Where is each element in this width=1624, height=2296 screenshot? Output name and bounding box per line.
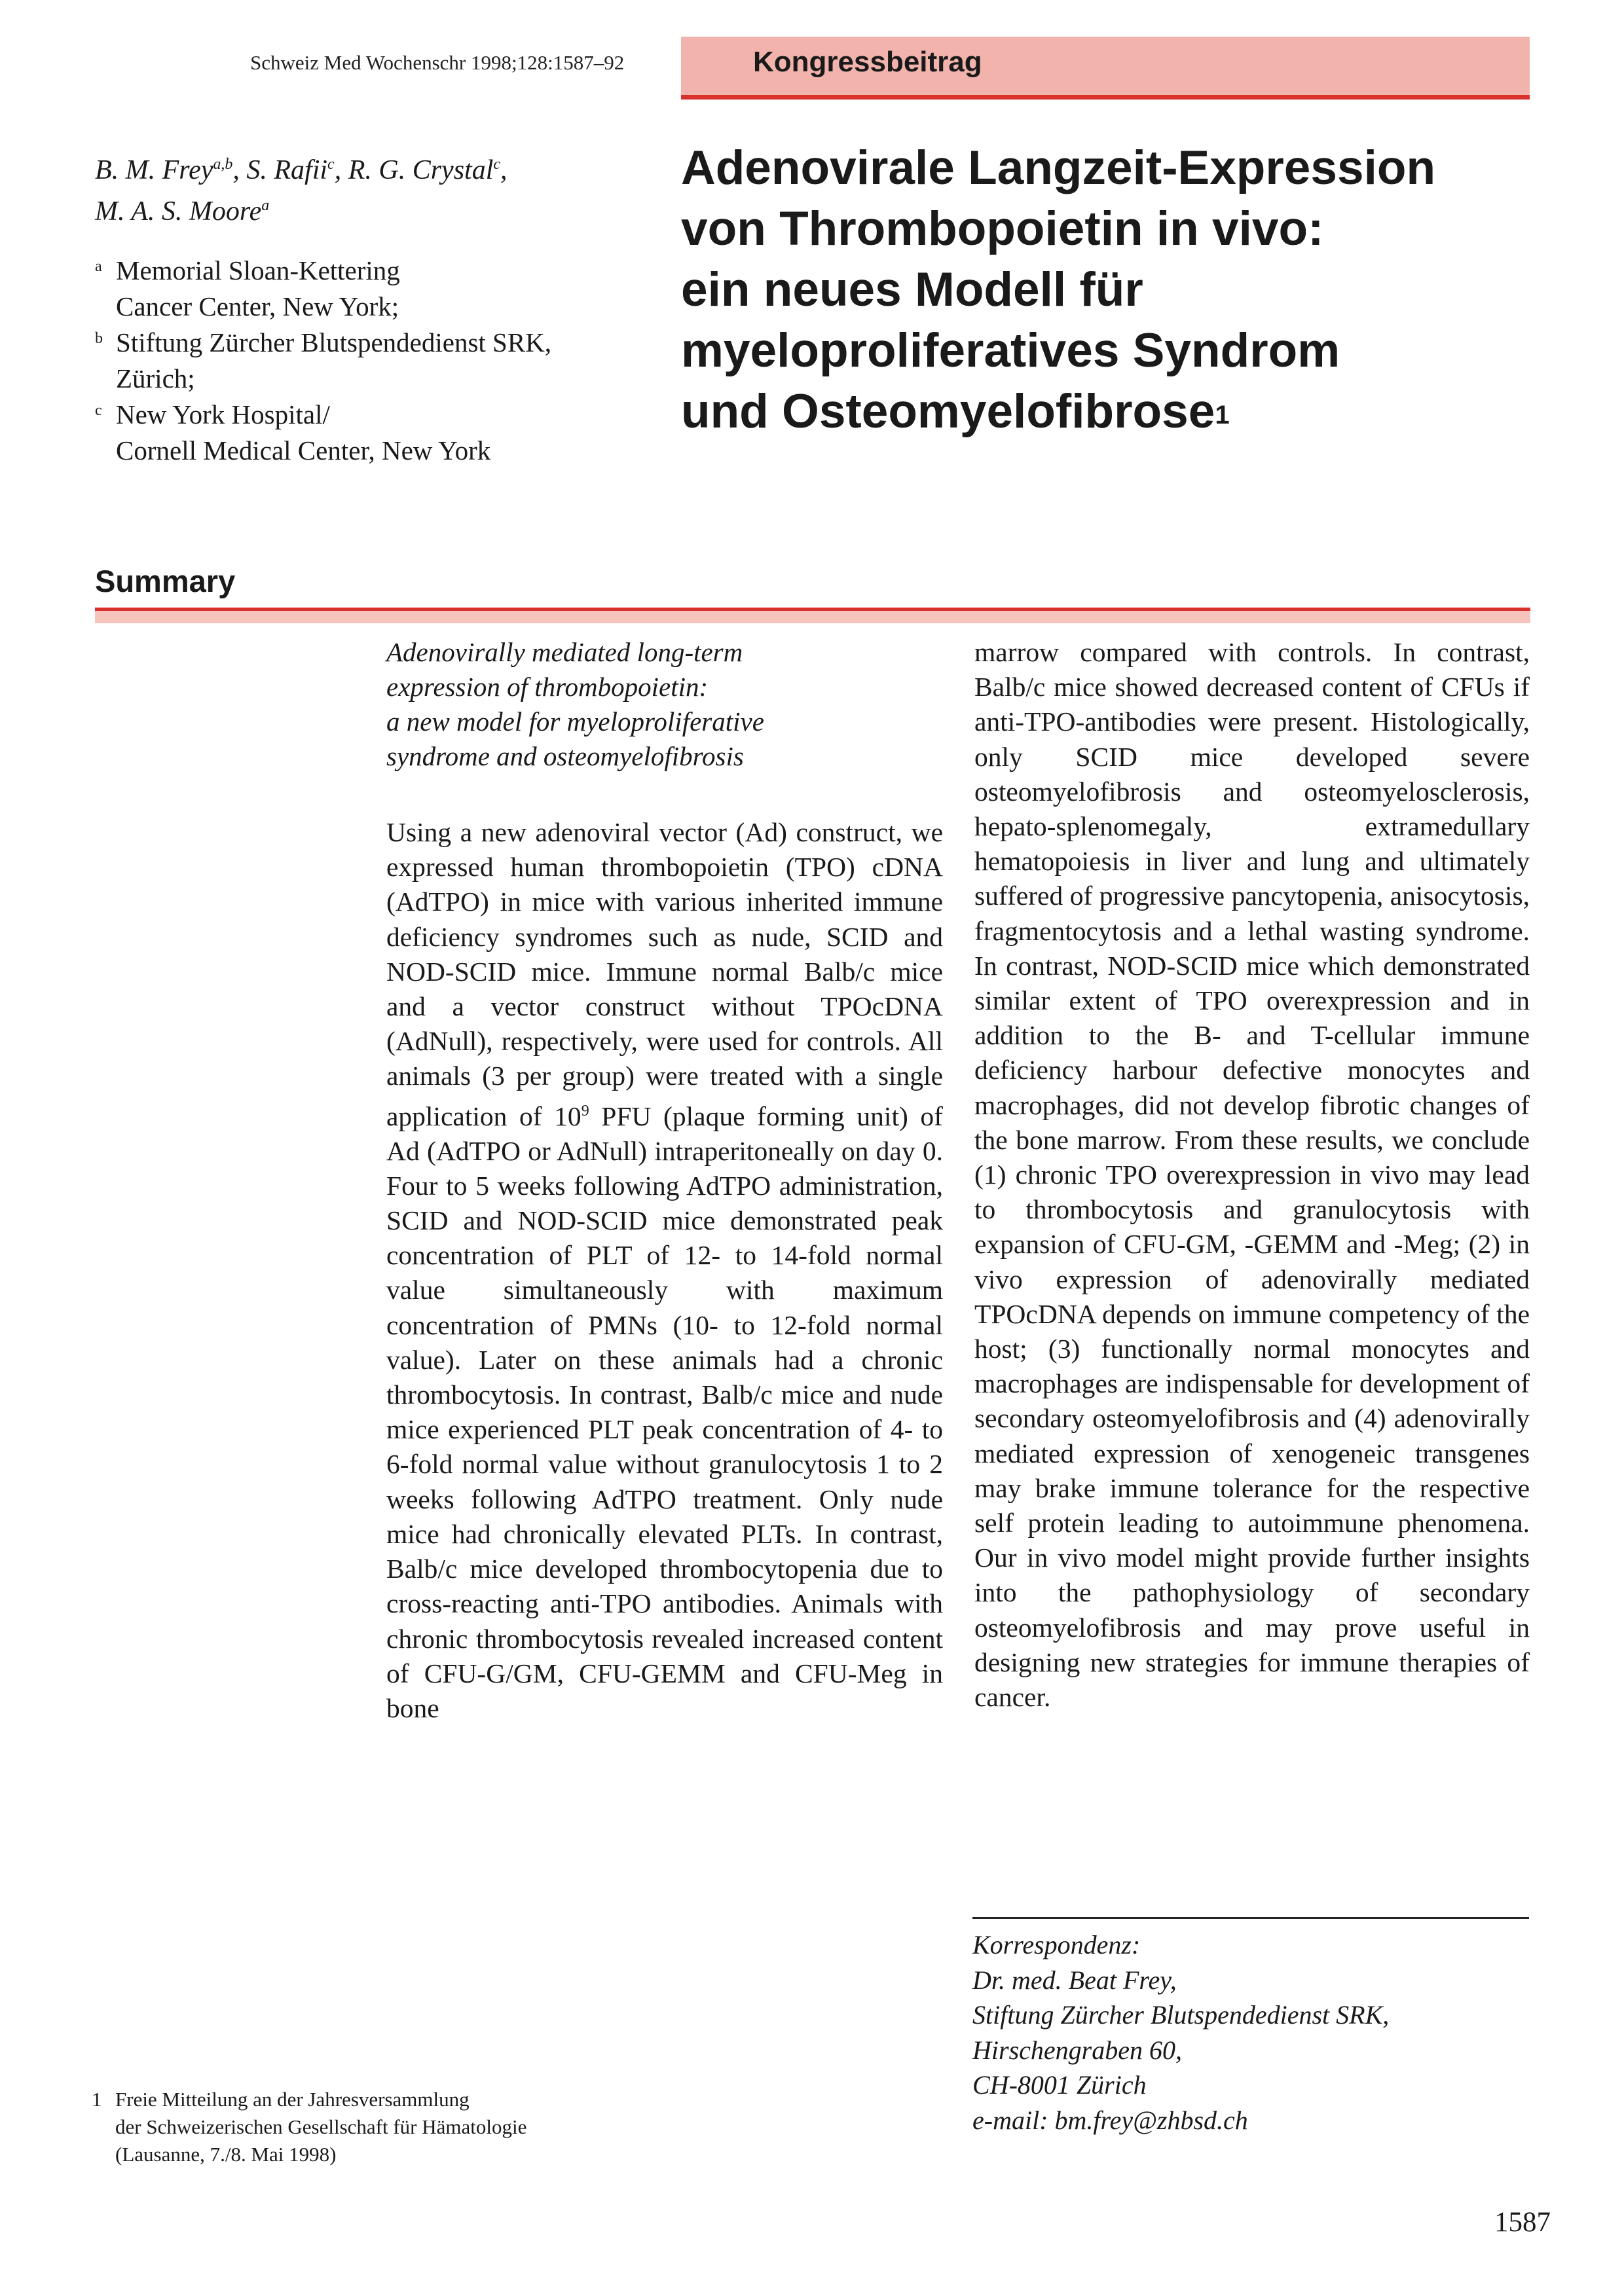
- exponent: 9: [581, 1102, 589, 1120]
- affiliation-list: [95, 253, 551, 469]
- author-affiliation-mark: c: [327, 156, 335, 173]
- correspondence-street: Hirschengraben 60,: [972, 2035, 1182, 2065]
- page-number: 1587: [1494, 2207, 1551, 2238]
- correspondence-email: e-mail: bm.frey@zhbsd.ch: [972, 2105, 1248, 2135]
- affiliation-mark: a: [95, 258, 102, 275]
- title-footnote: [92, 2086, 526, 2168]
- author-separator: ,: [334, 155, 348, 185]
- affiliation-item-continued: [95, 361, 551, 397]
- footnote-mark: 1: [92, 2088, 102, 2111]
- english-title-line: Adenovirally mediated long-term: [386, 637, 743, 667]
- correspondence-institution: Stiftung Zürcher Blutspendedienst SRK,: [972, 2000, 1390, 2030]
- rubric-label: Kongressbeitrag: [753, 46, 982, 78]
- english-title-line: syndrome and osteomyelofibrosis: [386, 741, 744, 771]
- article-title: [681, 137, 1532, 442]
- footnote-text: Freie Mitteilung an der Jahresversammlung: [115, 2088, 470, 2111]
- footnote-line: [92, 2141, 526, 2168]
- journal-citation: Schweiz Med Wochenschr 1998;128:1587–92: [250, 51, 625, 74]
- affiliation-text: New York Hospital/: [116, 399, 330, 429]
- title-footnote-mark: 1: [1215, 401, 1230, 429]
- affiliation-item: [95, 397, 551, 433]
- affiliation-item-continued: [95, 289, 551, 325]
- summary-divider: [95, 608, 1530, 623]
- author-line-1: [95, 147, 507, 188]
- summary-column-1: [386, 815, 943, 1726]
- summary-text: PFU (plaque forming unit) of Ad (AdTPO or AdNull) intraperitoneally on day 0. Four to 5 weeks following AdTPO administration, SCID and NOD-SCID mice demonstrated peak concentration of PLT of 12- to 14-fold normal value simultaneously with maximum concentration of PMNs (10- to 12-fold normal value). Later on these animals had a chronic thrombocytosis. In contrast, Balb/c mice and nude mice experienced PLT peak concentration of 4- to 6-fold normal value without granulocytosis 1 to 2 weeks following AdTPO treatment. Only nude mice had chronically elevated PLTs. In contrast, Balb/c mice developed thrombocytopenia due to cross-reacting anti-TPO antibodies. Animals with chronic thrombocytosis revealed increased content of CFU-G/GM, CFU-GEMM and CFU-Meg in bone: [386, 1101, 943, 1723]
- author-affiliation-mark: a,b: [213, 156, 233, 173]
- title-line: und Osteomyelofibrose: [681, 385, 1215, 438]
- title-line: myeloproliferatives Syndrom: [681, 324, 1340, 377]
- affiliation-text: Memorial Sloan-Kettering: [116, 255, 400, 285]
- correspondence-block: [972, 1927, 1389, 2138]
- author: R. G. Crystal: [348, 155, 494, 185]
- author-affiliation-mark: c: [493, 156, 501, 173]
- footnote-text: der Schweizerischen Gesellschaft für Hämatologie: [115, 2115, 527, 2138]
- affiliation-mark: b: [95, 330, 103, 347]
- footnote-text: (Lausanne, 7./8. Mai 1998): [115, 2143, 337, 2166]
- english-title-line: expression of thrombopoietin:: [386, 672, 709, 702]
- author: B. M. Frey: [95, 155, 213, 185]
- affiliation-text: Zürich;: [116, 363, 195, 393]
- title-line: ein neues Modell für: [681, 263, 1143, 316]
- affiliation-text: Stiftung Zürcher Blutspendedienst SRK,: [116, 327, 552, 357]
- summary-heading: Summary: [95, 564, 236, 598]
- affiliation-item: [95, 253, 551, 289]
- title-line: von Thrombopoietin in vivo:: [681, 202, 1324, 255]
- author: M. A. S. Moore: [95, 196, 262, 227]
- correspondence-label: Korrespondenz:: [972, 1930, 1141, 1959]
- author-line-2: [95, 188, 507, 229]
- author: S. Rafii: [246, 155, 328, 185]
- author-separator: ,: [500, 155, 507, 185]
- correspondence-name: Dr. med. Beat Frey,: [972, 1965, 1177, 1995]
- section-rubric-banner: [681, 37, 1530, 100]
- affiliation-text: Cancer Center, New York;: [116, 291, 399, 321]
- summary-text: Using a new adenoviral vector (Ad) construct, we expressed human thrombopoietin (TPO) cDNA (AdTPO) in mice with various inherited immune deficiency syndromes such as nude, SCID and NOD-SCID mice. Immune normal Balb/c mice and a vector construct without TPOcDNA (AdNull), respectively, were used for controls. All animals (3 per group) were treated with a single application of 10: [386, 817, 943, 1131]
- affiliation-item-continued: [95, 433, 551, 469]
- affiliation-item: [95, 325, 551, 361]
- english-title: [386, 635, 858, 774]
- footnote-line: [92, 2113, 526, 2141]
- title-line: Adenovirale Langzeit-Expression: [681, 141, 1436, 194]
- author-affiliation-mark: a: [261, 197, 270, 214]
- affiliation-text: Cornell Medical Center, New York: [116, 435, 491, 465]
- footnote-line: [92, 2086, 526, 2113]
- affiliation-mark: c: [95, 402, 102, 419]
- summary-column-2: marrow compared with controls. In contrast, Balb/c mice showed decreased content of CFUs if anti-TPO-antibodies were present. Histologically, only SCID mice developed severe osteomyelofibrosis and osteomyelosclerosis, hepato-splenomegaly, extramedullary hematopoiesis in liver and lung and ultimately suffered of progressive pancytopenia, anisocytosis, fragmentocytosis and a lethal wasting syndrome. In contrast, NOD-SCID mice which demonstrated similar extent of TPO overexpression and in addition to the B- and T-cellular immune deficiency harbour defective monocytes and macrophages, did not develop fibrotic changes of the bone marrow. From these results, we conclude (1) chronic TPO overexpression in vivo may lead to thrombocytosis and granulocytosis with expansion of CFU-GM, -GEMM and -Meg; (2) in vivo expression of adenovirally mediated TPOcDNA depends on immune competency of the host; (3) functionally normal monocytes and macrophages are indispensable for development of secondary osteomyelofibrosis and (4) adenovirally mediated expression of xenogeneic transgenes may brake immune tolerance for the respective self protein leading to autoimmune phenomena. Our in vivo model might provide further insights into the pathophysiology of secondary osteomyelofibrosis and may prove useful in designing new strategies for immune therapies of cancer.: [974, 637, 1530, 1713]
- author-list: [95, 147, 507, 229]
- correspondence-divider: [972, 1917, 1529, 1919]
- english-title-line: a new model for myeloproliferative: [386, 706, 764, 737]
- author-separator: ,: [232, 155, 247, 185]
- title-line-last: [681, 381, 1532, 442]
- correspondence-city: CH-8001 Zürich: [972, 2070, 1147, 2100]
